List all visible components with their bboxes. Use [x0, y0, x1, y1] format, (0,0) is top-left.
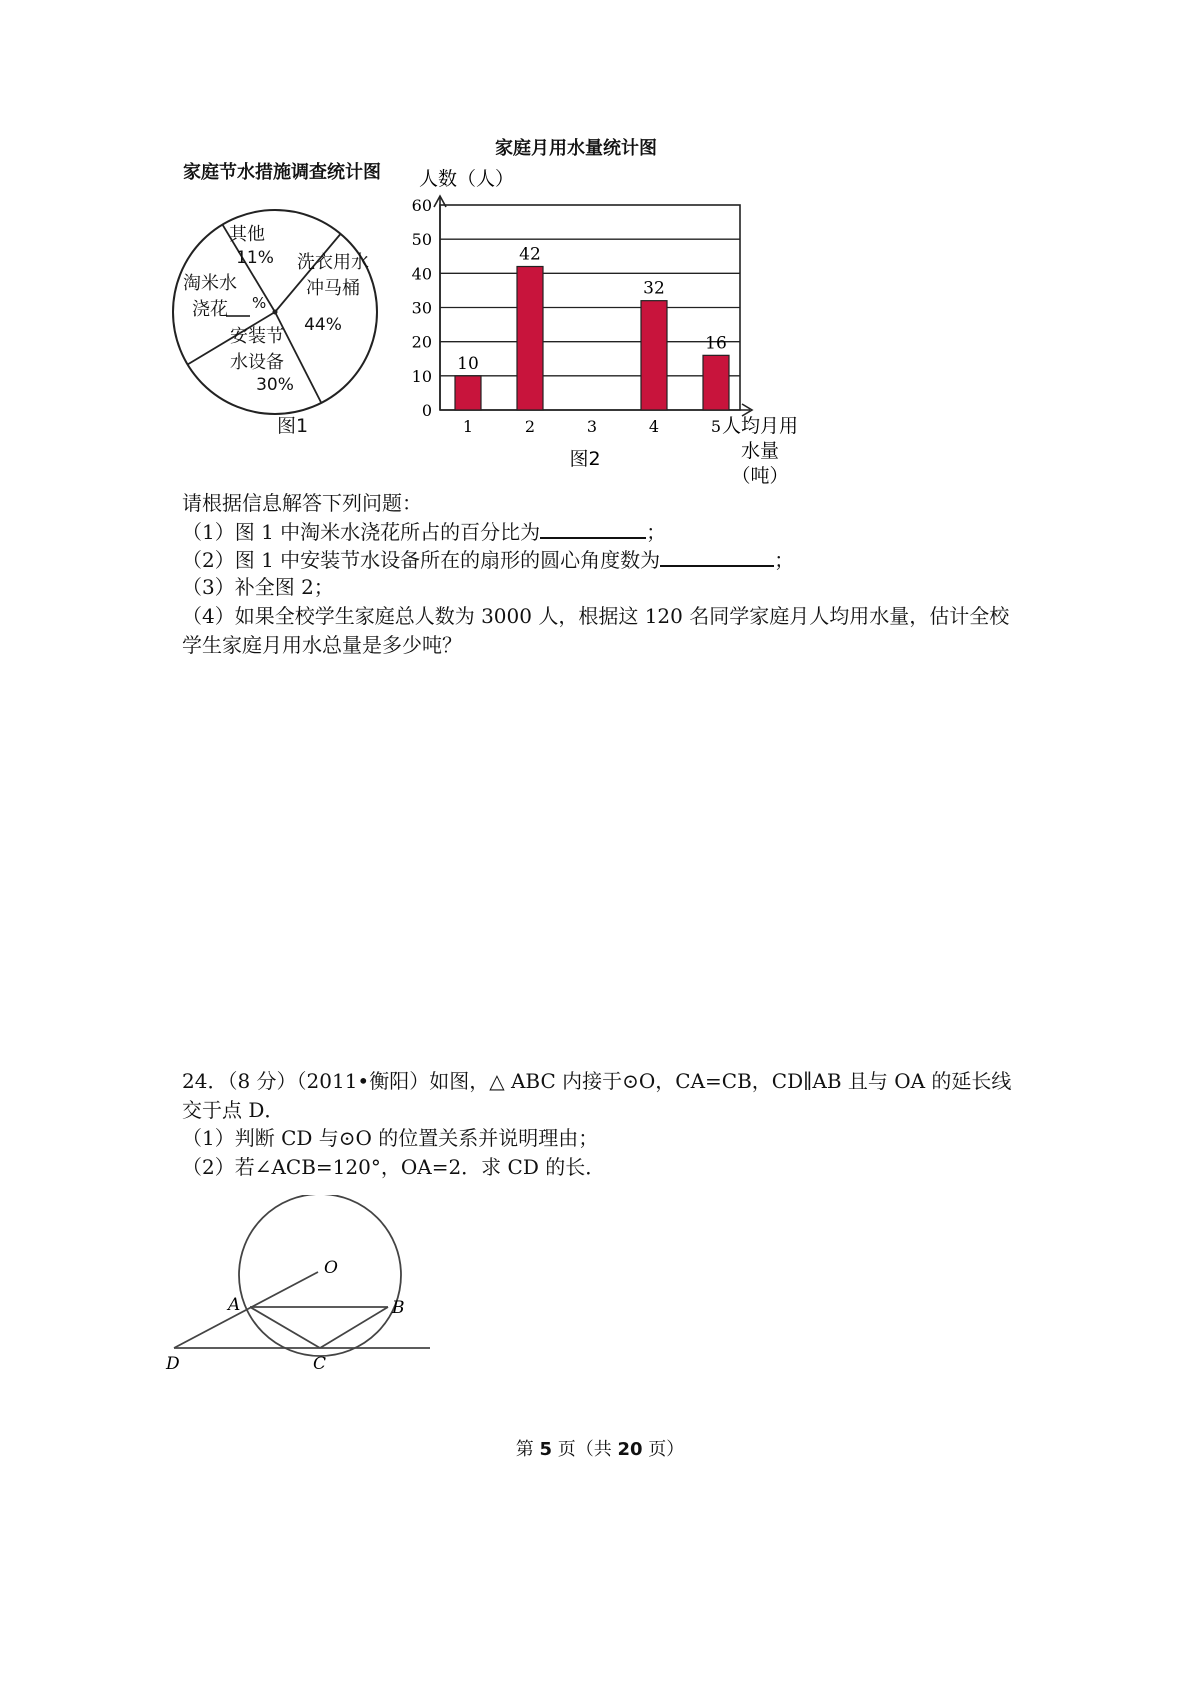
q23-intro: 请根据信息解答下列问题： — [182, 491, 422, 515]
y-axis-label: 人数（人） — [419, 168, 515, 190]
x-tick-label: 2 — [524, 417, 536, 436]
footer-total-pages: 20 — [617, 1439, 643, 1460]
pie-center-dot — [273, 310, 278, 315]
q23-part1-end: ； — [646, 520, 667, 544]
q23-part1 — [182, 517, 666, 546]
segment-c-b — [320, 1307, 388, 1348]
answer-blank-1[interactable] — [540, 517, 646, 539]
x-axis-label: 水量 — [740, 440, 780, 462]
label-d: D — [166, 1354, 180, 1374]
x-axis-label: （吨） — [731, 465, 789, 487]
footer-page-number: 5 — [539, 1439, 552, 1460]
pie-slice-percent: 30% — [256, 375, 294, 395]
pie-slice-label: 淘米水 — [183, 273, 237, 294]
answer-blank-2[interactable] — [660, 545, 774, 567]
y-tick-label: 50 — [411, 230, 432, 250]
q23-part3: （3）补全图 2； — [182, 575, 334, 599]
q23-part4-line1: （4）如果全校学生家庭总人数为 3000 人，根据这 120 名同学家庭月人均用水量，估计全校 — [182, 604, 1010, 628]
x-tick-label: 5 — [710, 417, 722, 436]
x-axis-label: 人均月用 — [721, 415, 799, 437]
chart-title: 家庭月用水量统计图 — [495, 138, 657, 159]
label-a: A — [228, 1295, 241, 1315]
pie-slice-percent: % — [252, 294, 267, 312]
pie-slice-percent: 11% — [236, 248, 274, 268]
bar-value-label: 16 — [705, 333, 727, 354]
segment-a-c — [250, 1307, 320, 1348]
figure1-title: 家庭节水措施调查统计图 — [183, 162, 381, 183]
pie-slice-label: 冲马桶 — [306, 278, 360, 299]
q24-stem-line1: 24．（8 分）（2011•衡阳）如图，△ ABC 内接于⊙O，CA=CB，CD∥AB 且与 OA 的延长线 — [182, 1069, 1012, 1093]
pie-chart — [170, 185, 430, 445]
x-tick-label: 3 — [586, 417, 598, 436]
pie-slice-label: 水设备 — [230, 352, 284, 373]
bar — [641, 301, 667, 410]
pie-slice-percent: 44% — [304, 315, 342, 335]
pie-slice-label: 其他 — [229, 224, 265, 245]
circle-o — [239, 1195, 401, 1356]
bar-chart — [405, 160, 825, 490]
footer-post: 页） — [648, 1439, 685, 1460]
bar-value-label: 32 — [643, 278, 665, 299]
bar — [703, 355, 729, 410]
q24-part1: （1）判断 CD 与⊙O 的位置关系并说明理由； — [182, 1126, 599, 1150]
label-o: O — [324, 1258, 338, 1278]
footer-mid: 页（共 — [557, 1439, 612, 1460]
pie-slice-label: 浇花 — [192, 299, 228, 320]
q23-part2 — [182, 545, 794, 574]
q24-part2: （2）若∠ACB=120°，OA=2．求 CD 的长． — [182, 1155, 606, 1179]
pie-slice-label: 安装节 — [230, 326, 284, 347]
q23-part4-line2: 学生家庭月用水总量是多少吨？ — [182, 633, 462, 657]
figure2-caption: 图2 — [569, 448, 601, 470]
y-tick-label: 20 — [411, 332, 432, 352]
y-tick-label: 10 — [411, 366, 432, 386]
q23-part2-text: （2）图 1 中安装节水设备所在的扇形的圆心角度数为 — [182, 548, 661, 572]
q24-stem-line2: 交于点 D． — [182, 1098, 285, 1122]
bar — [517, 267, 543, 411]
y-tick-label: 0 — [421, 401, 432, 420]
label-b: B — [392, 1298, 405, 1318]
bar-value-label: 10 — [457, 353, 479, 374]
footer-pre: 第 — [515, 1439, 534, 1460]
pie-slice-label: 洗衣用水 — [297, 252, 369, 273]
q23-part1-text: （1）图 1 中淘米水浇花所占的百分比为 — [182, 520, 541, 544]
bar — [455, 376, 481, 410]
q23-part2-end: ； — [774, 548, 795, 572]
y-tick-label: 40 — [411, 264, 432, 284]
y-tick-label: 60 — [411, 196, 432, 215]
x-tick-label: 4 — [648, 417, 660, 436]
bar-value-label: 42 — [519, 244, 541, 265]
y-tick-label: 30 — [411, 298, 432, 318]
circle-geometry-figure — [150, 1195, 450, 1385]
figure1-caption: 图1 — [277, 415, 309, 437]
page-footer — [0, 1435, 1200, 1461]
x-tick-label: 1 — [462, 417, 474, 436]
segment-d-o — [174, 1272, 318, 1348]
label-c: C — [313, 1354, 327, 1374]
